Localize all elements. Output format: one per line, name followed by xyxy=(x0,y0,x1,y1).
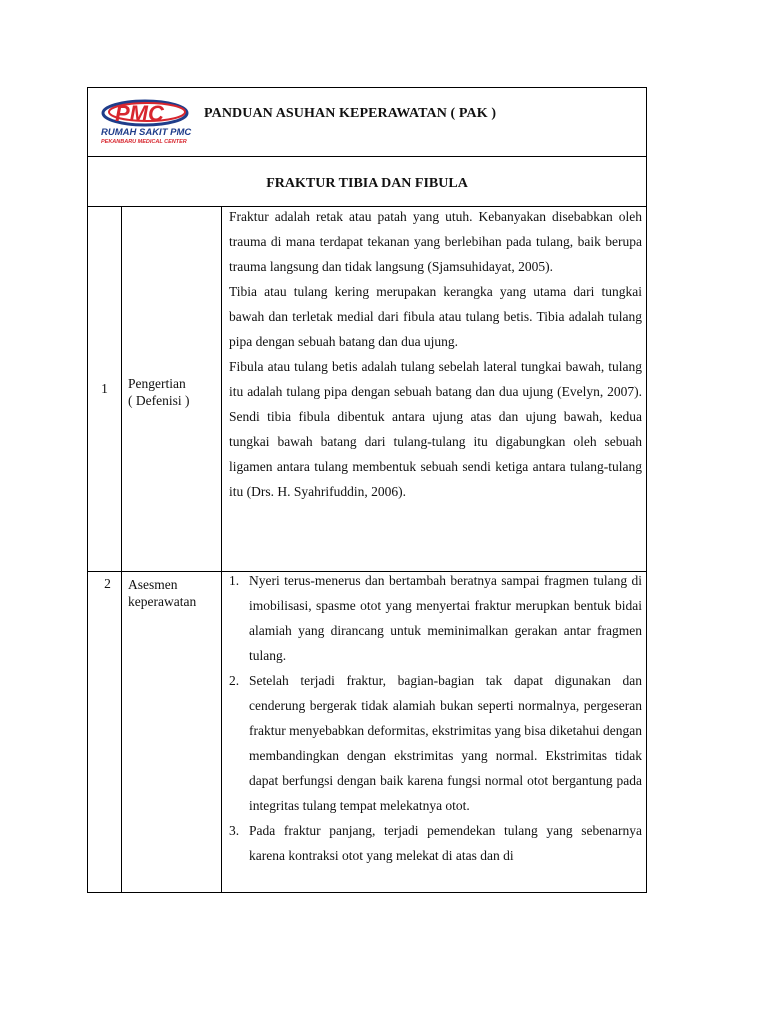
table-row xyxy=(88,572,647,893)
document-page xyxy=(87,87,646,893)
row-number-cell xyxy=(88,572,122,893)
list-item-text: Setelah terjadi fraktur, bagian-bagian tak dapat digunakan dan cenderung bergerak tidak alamiah bukan seperti normalnya, pergeseran fraktur menyebabkan deformitas, ekstrimitas yang bisa diketahui dengan membandingkan dengan ekstrimitas yang normal. Ekstrimitas tidak dapat berfungsi dengan baik karena fungsi normal otot bergantung pada integritas tulang tempat melekatnya otot. xyxy=(249,673,643,813)
list-item xyxy=(229,668,642,818)
logo-mark-text: PMC xyxy=(115,101,164,126)
numbered-list xyxy=(229,568,642,868)
subtitle-cell xyxy=(88,157,647,207)
subtitle-row xyxy=(88,157,647,207)
list-item-number: 3. xyxy=(229,823,240,838)
row-label-line: ( Defenisi ) xyxy=(128,393,190,408)
logo-tagline-text: PEKANBARU MEDICAL CENTER xyxy=(101,139,187,145)
row-label xyxy=(122,576,221,610)
logo-name-text: RUMAH SAKIT PMC xyxy=(101,127,192,138)
list-item xyxy=(229,818,642,868)
paragraph: Tibia atau tulang kering merupakan kerangka yang utama dari tungkai bawah dan terletak medial dari fibula atau tulang betis. Tibia adalah tulang pipa dengan sebuah batang dan dua ujung. xyxy=(229,284,643,349)
document-subtitle: FRAKTUR TIBIA DAN FIBULA xyxy=(266,175,468,191)
hospital-logo xyxy=(99,96,199,148)
row-label-cell xyxy=(122,572,222,893)
header-cell xyxy=(88,88,647,157)
list-item xyxy=(229,568,642,668)
list-item-text: Nyeri terus-menerus dan bertambah beratnya sampai fragmen tulang di imobilisasi, spasme otot yang menyertai fraktur merupkan bentuk bidai alamiah yang dirancang untuk meminimalkan gerakan antar fragmen tulang. xyxy=(249,573,643,663)
row-label-line: keperawatan xyxy=(128,594,197,609)
row-label xyxy=(122,375,221,409)
row-content-cell xyxy=(222,572,647,893)
header-row xyxy=(88,88,647,157)
document-table xyxy=(87,87,647,893)
row-label-cell xyxy=(122,207,222,572)
table-row xyxy=(88,207,647,572)
row-number-cell xyxy=(88,207,122,572)
row-content-cell xyxy=(222,207,647,572)
row-number: 2 xyxy=(104,576,111,591)
row-label-line: Pengertian xyxy=(128,376,186,391)
list-item-text: Pada fraktur panjang, terjadi pemendekan tulang yang sebenarnya karena kontraksi otot yang melekat di atas dan di xyxy=(249,823,643,863)
row-label-line: Asesmen xyxy=(128,577,178,592)
row-number: 1 xyxy=(101,381,108,396)
list-item-number: 1. xyxy=(229,573,240,588)
paragraph: Fraktur adalah retak atau patah yang utuh. Kebanyakan disebabkan oleh trauma di mana terdapat tekanan yang berlebihan pada tulang, baik berupa trauma langsung dan tidak langsung (Sjamsuhidayat, 2005). xyxy=(229,209,643,274)
document-title: PANDUAN ASUHAN KEPERAWATAN ( PAK ) xyxy=(204,106,497,121)
paragraph: Fibula atau tulang betis adalah tulang sebelah lateral tungkai bawah, tulang itu adalah tulang pipa dengan sebuah batang dan dua ujung (Evelyn, 2007). Sendi tibia fibula dibentuk antara ujung atas dan ujung bawah, kedua tungkai bawah batang dari tulang-tulang itu digabungkan oleh sebuah ligamen antara tulang membentuk sebuah sendi ketiga antara tulang-tulang itu (Drs. H. Syahrifuddin, 2006). xyxy=(229,359,643,499)
list-item-number: 2. xyxy=(229,673,240,688)
